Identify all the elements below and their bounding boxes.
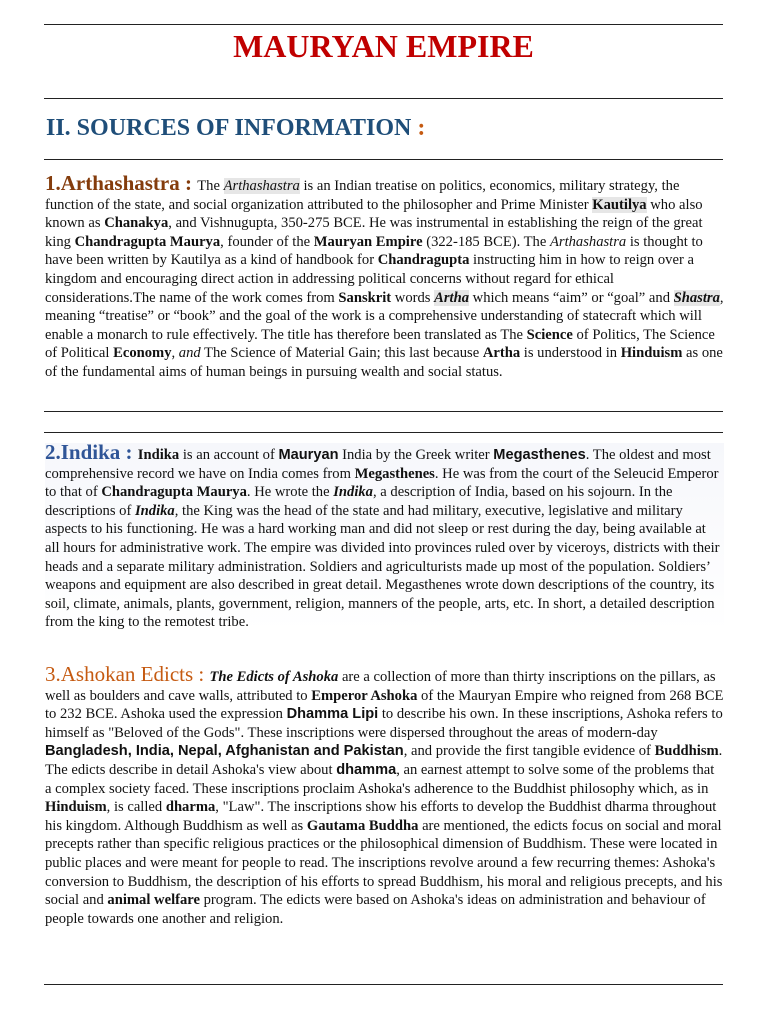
bold-term: Chandragupta Maurya <box>101 484 247 501</box>
italic-term: Arthashastra <box>223 178 300 194</box>
source-label: 3.Ashokan Edicts <box>45 662 194 686</box>
section-heading <box>46 113 425 143</box>
bold-italic-term: Artha <box>434 289 470 306</box>
bold-term: Sanskrit <box>338 289 392 306</box>
bold-term: Indika <box>137 447 180 463</box>
source-label: 1.Arthashastra <box>45 171 180 195</box>
bold-italic-term: Shastra <box>673 289 720 306</box>
bold-term: Kautilya <box>592 196 647 213</box>
bold-term: Economy <box>113 345 172 362</box>
bold-term: Gautama Buddha <box>306 817 419 834</box>
sans-bold-term: Mauryan <box>278 447 339 463</box>
page-title: MAURYAN EMPIRE <box>233 28 534 64</box>
source-paragraph-arthashastra <box>45 171 724 382</box>
title-rule <box>44 98 723 99</box>
bold-term: Emperor Ashoka <box>311 687 418 704</box>
italic-term: and <box>178 345 201 362</box>
bold-italic-term: Indika <box>333 484 373 501</box>
source-label-separator: : <box>120 440 138 464</box>
bold-term: Mauryan Empire <box>313 233 423 250</box>
bold-term: Chanakya <box>104 215 169 232</box>
bold-term: Megasthenes <box>354 465 435 482</box>
section-heading-text: II. SOURCES OF INFORMATION <box>46 115 412 141</box>
sans-bold-term: Dhamma Lipi <box>286 706 379 723</box>
source-label-separator: : <box>179 171 198 195</box>
divider-rule-2 <box>44 432 723 433</box>
heading-rule <box>44 159 723 160</box>
bold-term: Artha <box>482 345 521 362</box>
source-label: 2.Indika <box>45 440 121 464</box>
top-rule <box>44 24 723 25</box>
sans-bold-term: dhamma <box>336 761 397 778</box>
source-text: Indika is an account of Mauryan India by the Greek writer Megasthenes. The oldest and most comprehensive record we have on India comes from Megasthenes. He was from the court of the Seleucid Emperor to that of Chandragupta Maurya. He wrote the Indika, a description of India, based on his sojourn. In the descriptions of Indika, the King was the head of the state and had military, executive, legislative and military aspects to his functioning. He was a hard working man and did not sleep or rest during the day, being available at all hours for administrative work. The empire was divided into provinces ruled over by viceroys, districts with their heads and a separate military administration. Soldiers and agriculturists made up most of the population. Soldiers’ weapons and equipment are also described in great detail. Megasthenes wrote down descriptions of the country, its soil, climate, animals, plants, government, religion, manners of the people, arts, etc. In short, a detailed description from the king to the remotest tribe. <box>45 447 720 631</box>
sans-bold-term: Bangladesh, India, Nepal, Afghanistan and Pakistan <box>45 743 404 760</box>
bold-term: Hinduism <box>45 799 107 816</box>
section-heading-colon: : <box>417 115 426 141</box>
bottom-rule <box>44 984 723 985</box>
source-paragraph-indika <box>45 440 724 632</box>
source-text: The Arthashastra is an Indian treatise on politics, economics, military strategy, the function of the state, and social organization attributed to the philosopher and Prime Minister Kautilya who also known as Chanakya, and Vishnugupta, 350-275 BCE. He was instrumental in establishing the reign of the great king Chandragupta Maurya, founder of the Mauryan Empire (322-185 BCE). The Arthashastra is thought to have been written by Kautilya as a kind of handbook for Chandragupta instructing him in how to reign over a kingdom and encouraging direct action in addressing political concerns without regard for ethical considerations.The name of the work comes from Sanskrit words Artha which means “aim” or “goal” and Shastra, meaning “treatise” or “book” and the goal of the work is a comprehensive understanding of statecraft which will enable a monarch to rule effectively. The title has therefore been translated as The Science of Politics, The Science of Political Economy, and The Science of Material Gain; this last because Artha is understood in Hinduism as one of the fundamental aims of human beings in pursuing wealth and social status. <box>45 178 724 380</box>
bold-term: Hinduism <box>620 345 683 362</box>
bold-term: animal welfare <box>107 892 200 909</box>
bold-term: Science <box>526 326 573 343</box>
source-paragraph-ashokan-edicts <box>45 662 724 928</box>
bold-italic-term: Indika <box>134 502 175 519</box>
bold-term: dharma <box>165 799 216 816</box>
bold-term: Chandragupta Maurya <box>74 233 221 250</box>
bold-term: Buddhism <box>654 743 719 760</box>
sans-bold-term: Megasthenes <box>493 447 586 463</box>
bold-term: Chandragupta <box>377 252 470 269</box>
divider-rule-1 <box>44 411 723 412</box>
italic-term: Arthashastra <box>549 233 627 250</box>
bold-italic-term: The Edicts of Ashoka <box>209 669 339 685</box>
source-text: The Edicts of Ashoka are a collection of more than thirty inscriptions on the pillars, as well as boulders and cave walls, attributed to Emperor Ashoka of the Mauryan Empire who reigned from 268 BCE to 232 BCE. Ashoka used the expression Dhamma Lipi to describe his own. In these inscriptions, Ashoka refers to himself as "Beloved of the Gods". These inscriptions were dispersed throughout the areas of modern-day Bangladesh, India, Nepal, Afghanistan and Pakistan, and provide the first tangible evidence of Buddhism. The edicts describe in detail Ashoka's view about dhamma, an earnest attempt to solve some of the problems that a complex society faced. These inscriptions proclaim Ashoka's adherence to the Buddhist philosophy which, as in Hinduism, is called dharma, "Law". The inscriptions show his efforts to develop the Buddhist dharma throughout his kingdom. Although Buddhism as well as Gautama Buddha are mentioned, the edicts focus on social and moral precepts rather than specific religious practices or the philosophical dimension of Buddhism. These were located in public places and were meant for people to read. The inscriptions revolve around a few recurring themes: Ashoka's conversion to Buddhism, the description of his efforts to spread Buddhism, his moral and religious precepts, and his social and animal welfare program. The edicts were based on Ashoka's ideas on administration and behaviour of people towards one another and religion. <box>45 669 724 927</box>
source-label-separator: : <box>193 662 210 686</box>
